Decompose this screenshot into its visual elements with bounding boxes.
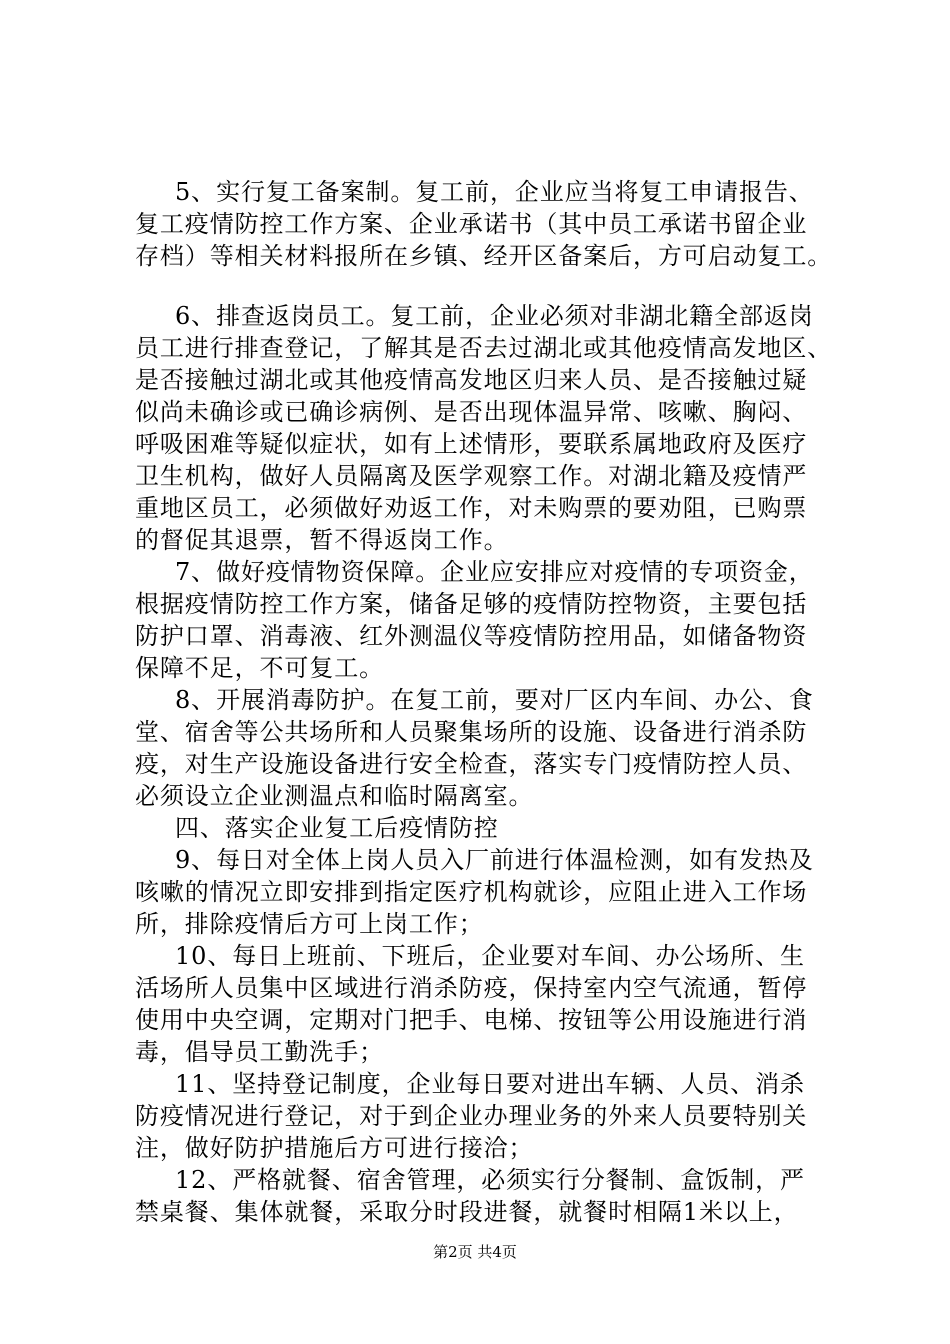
paragraph-line: 使用中央空调，定期对门把手、电梯、按钮等公用设施进行消 (135, 1006, 808, 1034)
paragraph-line: 活场所人员集中区域进行消杀防疫，保持室内空气流通，暂停 (135, 974, 808, 1002)
paragraph-line: 员工进行排查登记，了解其是否去过湖北或其他疫情高发地区、 (135, 334, 833, 362)
paragraph-line: 复工疫情防控工作方案、企业承诺书（其中员工承诺书留企业 (135, 210, 808, 238)
paragraph-line: 是否接触过湖北或其他疫情高发地区归来人员、是否接触过疑 (135, 366, 808, 394)
paragraph-line: 呼吸困难等疑似症状，如有上述情形，要联系属地政府及医疗 (135, 430, 808, 458)
paragraph-line: 防疫情况进行登记，对于到企业办理业务的外来人员要特别关 (135, 1102, 808, 1130)
paragraph-line: 禁桌餐、集体就餐，采取分时段进餐，就餐时相隔1米以上， (135, 1198, 799, 1226)
paragraph-line: 10、每日上班前、下班后，企业要对车间、办公场所、生 (175, 942, 805, 970)
paragraph-line: 咳嗽的情况立即安排到指定医疗机构就诊，应阻止进入工作场 (135, 878, 808, 906)
paragraph-line: 所，排除疫情后方可上岗工作； (135, 910, 484, 938)
paragraph-line: 存档）等相关材料报所在乡镇、经开区备案后，方可启动复工。 (135, 242, 833, 270)
page-number-footer: 第2页 共4页 (433, 1243, 517, 1261)
paragraph-line: 5、实行复工备案制。复工前，企业应当将复工申请报告、 (175, 178, 814, 206)
paragraph-line: 的督促其退票，暂不得返岗工作。 (135, 526, 509, 554)
paragraph-line: 根据疫情防控工作方案，储备足够的疫情防控物资，主要包括 (135, 590, 808, 618)
paragraph-line: 毒，倡导员工勤洗手； (135, 1038, 384, 1066)
paragraph-line: 卫生机构，做好人员隔离及医学观察工作。对湖北籍及疫情严 (135, 462, 808, 490)
paragraph-line: 8、开展消毒防护。在复工前，要对厂区内车间、办公、食 (175, 686, 814, 714)
paragraph-line: 堂、宿舍等公共场所和人员聚集场所的设施、设备进行消杀防 (135, 718, 808, 746)
paragraph-line: 保障不足，不可复工。 (135, 654, 384, 682)
paragraph-line: 7、做好疫情物资保障。企业应安排应对疫情的专项资金， (175, 558, 814, 586)
section-heading: 四、落实企业复工后疫情防控 (175, 814, 499, 842)
paragraph-line: 9、每日对全体上岗人员入厂前进行体温检测，如有发热及 (175, 846, 814, 874)
paragraph-line: 必须设立企业测温点和临时隔离室。 (135, 782, 534, 810)
paragraph-line: 6、排查返岗员工。复工前，企业必须对非湖北籍全部返岗 (175, 302, 814, 330)
paragraph-line: 防护口罩、消毒液、红外测温仪等疫情防控用品，如储备物资 (135, 622, 808, 650)
paragraph-line: 注，做好防护措施后方可进行接洽； (135, 1134, 534, 1162)
paragraph-line: 12、严格就餐、宿舍管理，必须实行分餐制、盒饭制，严 (175, 1166, 805, 1194)
paragraph-line: 疫，对生产设施设备进行安全检查，落实专门疫情防控人员、 (135, 750, 808, 778)
paragraph-line: 11、坚持登记制度，企业每日要对进出车辆、人员、消杀 (175, 1070, 805, 1098)
paragraph-line: 似尚未确诊或已确诊病例、是否出现体温异常、咳嗽、胸闷、 (135, 398, 808, 426)
paragraph-line: 重地区员工，必须做好劝返工作，对未购票的要劝阻，已购票 (135, 494, 808, 522)
